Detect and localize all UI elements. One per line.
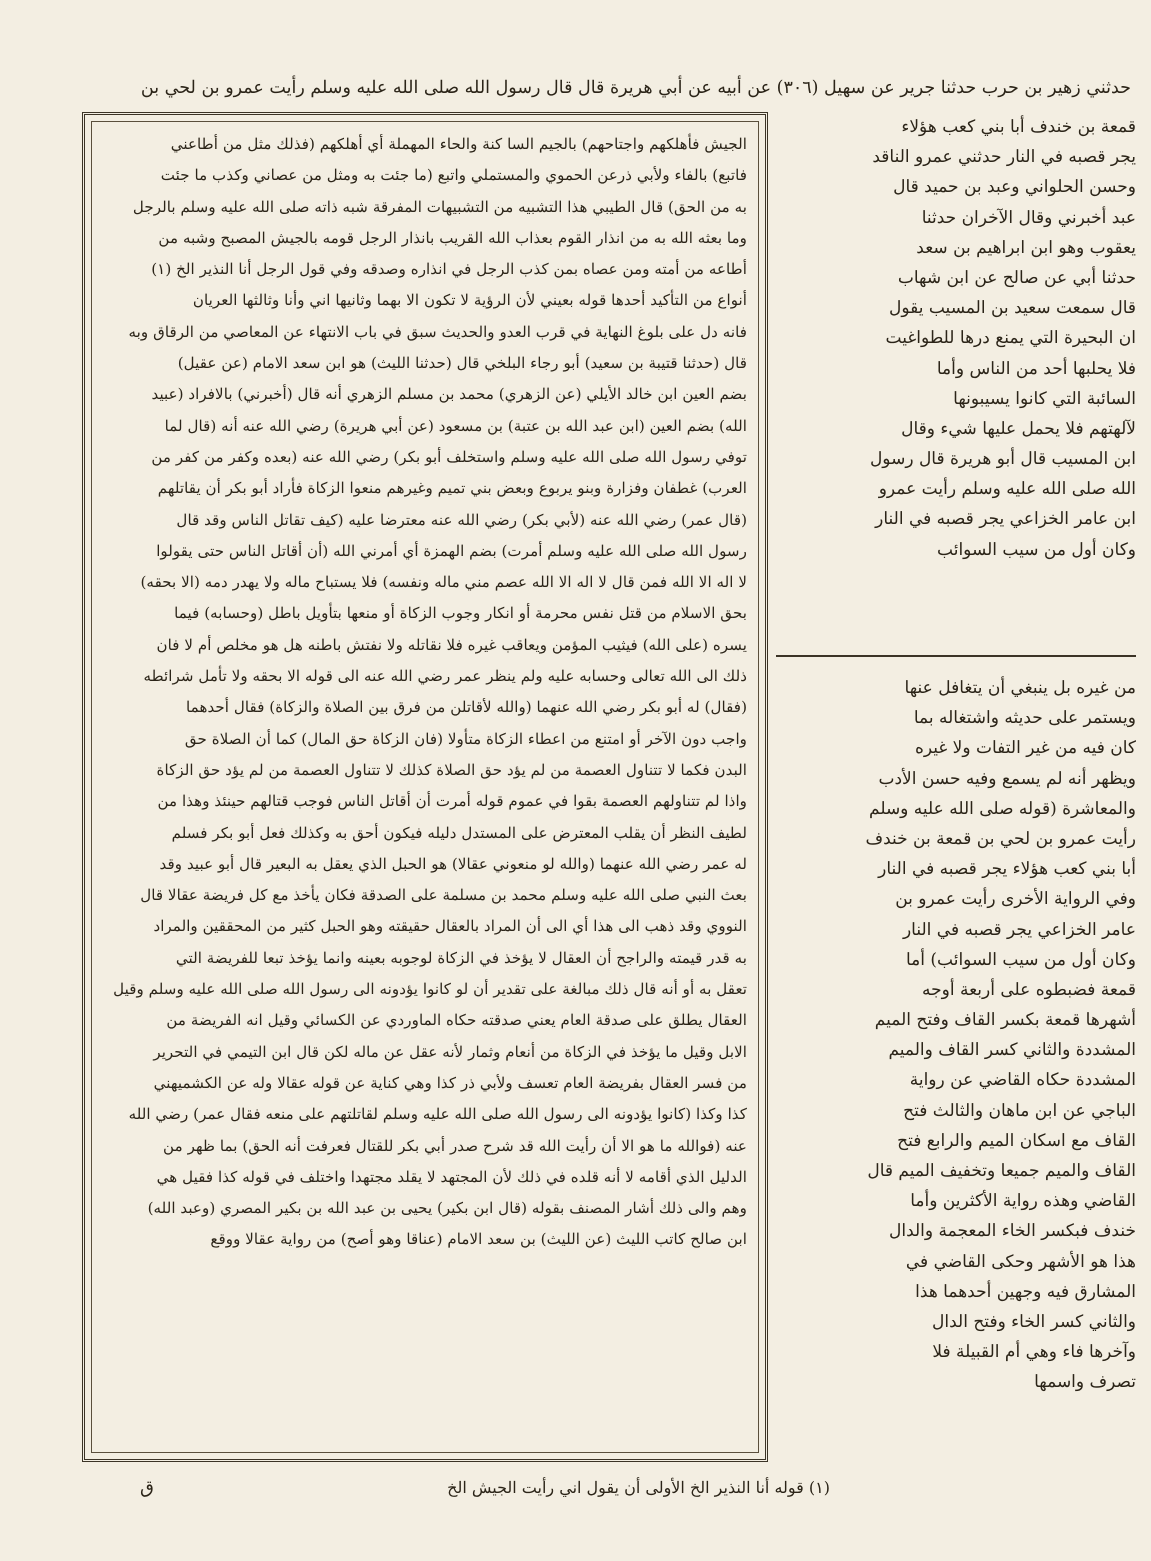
- text-line: الجيش فأهلكهم واجتاحهم) بالجيم السا كنة والحاء المهملة أي أهلكهم (فذلك مثل من أطاعني: [170, 135, 747, 153]
- text-line: وهم والى ذلك أشار المصنف بقوله (قال ابن بكير) يحيى بن عبد الله بن بكير المصري (وعبد الله): [147, 1199, 747, 1218]
- text-line: (قال عمر) رضي الله عنه (لأبي بكر) رضي الله عنه معترضا عليه (كيف تقاتل الناس وقد قال: [176, 510, 747, 529]
- text-line: بضم العين ابن خالد الأيلي (عن الزهري) محمد بن مسلم الزهري أنه قال (أخبرني) بالافراد (عبيد: [151, 385, 747, 404]
- text-line: رسول الله صلى الله عليه وسلم أمرت) بضم الهمزة أي أمرني الله (أن أقاتل الناس حتى يقولوا: [156, 541, 747, 560]
- text-line: وما بعثه الله به من انذار القوم بعذاب الله القريب بانذار الرجل قومه بالجيش المصبح وشبه من: [158, 228, 747, 247]
- text-line: ذلك الى الله تعالى وحسابه عليه ولم ينظر عمر رضي الله عنه الى قوله الا بحقه ولا تأمل شرائطه: [143, 667, 747, 686]
- text-line: لا اله الا الله فمن قال لا اله الا الله عصم مني ماله ونفسه) فلا يستباح ماله ولا يهدر دمه (الا بحقه): [140, 573, 747, 592]
- text-line: ويظهر أنه لم يسمع وفيه حسن الأدب: [878, 768, 1136, 789]
- text-line: الباجي عن ابن ماهان والثالث فتح: [903, 1100, 1136, 1121]
- text-line: والمعاشرة (قوله صلى الله عليه وسلم: [869, 798, 1136, 819]
- text-line: له عمر رضي الله عنهما (والله لو منعوني عقالا) هو الحبل الذي يعقل به البعير قال أبو عبيد وقد: [159, 854, 747, 873]
- nawawi-commentary-column: [776, 673, 1136, 1398]
- text-line: أبا بني كعب هؤلاء يجر قصبه في النار: [878, 859, 1136, 880]
- text-line: وحسن الحلواني وعبد بن حميد قال: [893, 177, 1136, 198]
- text-line: ابن عامر الخزاعي يجر قصبه في النار: [875, 509, 1136, 530]
- text-line: البدن فكما لا تتناول العصمة من لم يؤد حق الصلاة كذلك لا تتناول العصمة من لم يؤد حق الزكاة: [156, 760, 747, 779]
- text-line: المشارق فيه وجهين أحدهما هذا: [915, 1281, 1136, 1302]
- text-line: فانه دل على بلوغ النهاية في قرب العدو والحديث سبق في باب الانتهاء عن المعاصي من الرقاق وبه: [128, 322, 747, 341]
- text-line: يعقوب وهو ابن ابراهيم بن سعد: [916, 237, 1136, 258]
- text-line: توفي رسول الله صلى الله عليه وسلم واستخلف أبو بكر) رضي الله عنه (بعده وكفر من كفر من: [151, 447, 747, 466]
- text-line: فلا يحلبها أحد من الناس وأما: [936, 358, 1136, 379]
- text-line: القاف مع اسكان الميم والرابع فتح: [897, 1130, 1136, 1151]
- text-line: يسره (على الله) فيثيب المؤمن ويعاقب غيره فلا نقاتله ولا نفتش باطنه هل هو مخلص أم لا فان: [156, 635, 747, 654]
- text-line: بعث النبي صلى الله عليه وسلم محمد بن مسلمة على الصدقة فكان يأخذ مع كل فريضة عقالا قال: [140, 886, 747, 905]
- footnote: (١) قوله أنا النذير الخ الأولى أن يقول اني رأيت الجيش الخ: [447, 1478, 830, 1497]
- text-line: عبد أخبرني وقال الآخران حدثنا: [921, 207, 1136, 228]
- text-line: والثاني كسر الخاء وفتح الدال: [932, 1311, 1136, 1332]
- text-line: المشددة حكاه القاضي عن رواية: [909, 1070, 1136, 1091]
- text-line: لطيف النظر أن يقلب المعترض على المستدل دليله فيكون أحق به وكذلك فعل أبو بكر فسلم: [171, 823, 747, 842]
- text-line: خندف فبكسر الخاء المعجمة والدال: [889, 1221, 1136, 1242]
- text-line: القاضي وهذه رواية الأكثرين وأما: [910, 1191, 1136, 1212]
- text-line: بحق الاسلام من قتل نفس محرمة أو انكار وجوب الزكاة أو منعها بتأويل باطل (وحسابه) فيما: [174, 604, 747, 623]
- hadith-header-line: حدثني زهير بن حرب حدثنا جرير عن سهيل (٣٠٦) عن أبيه عن أبي هريرة قال قال رسول الله صلى الله عليه وسلم رأيت عمرو بن لحي بن: [140, 78, 1131, 98]
- column-divider: [776, 655, 1136, 657]
- text-line: أشهرها قمعة بكسر القاف وفتح الميم: [874, 1010, 1136, 1031]
- text-line: تعقل به أو أنه قال ذلك مبالغة على تقدير أن لو كانوا يؤدونه الى رسول الله صلى الله عليه وسلم وقيل: [113, 980, 747, 999]
- text-line: به من الحق) قال الطيبي هذا التشبيه من التشبيهات المفرقة شبه ذاته صلى الله عليه وسلم بالرجل: [132, 197, 747, 216]
- text-line: المشددة والثاني كسر القاف والميم: [888, 1040, 1136, 1061]
- text-line: النووي وقد ذهب الى هذا أي الى أن المراد بالعقال حقيقته وهو الحبل كثير من المحققين والمراد: [153, 917, 747, 936]
- text-line: وكان أول من سيب السوائب) أما: [905, 949, 1136, 970]
- text-line: واجب دون الآخر أو امتنع من اعطاء الزكاة متأولا (فان الزكاة حق المال) كما أن الصلاة حق: [184, 729, 747, 748]
- text-line: (فقال) له أبو بكر رضي الله عنهما (والله لأقاتلن من فرق بين الصلاة والزكاة) فقال أحدهما: [186, 698, 747, 717]
- text-line: قمعة بن خندف أبا بني كعب هؤلاء: [901, 117, 1136, 137]
- text-line: الله) بضم العين (ابن عبد الله بن عتبة) بن مسعود (عن أبي هريرة) رضي الله عنه أنه (قال لما: [164, 416, 747, 435]
- text-line: هذا هو الأشهر وحكى القاضي في: [905, 1251, 1136, 1272]
- text-line: كان فيه من غير التفات ولا غيره: [914, 738, 1136, 759]
- text-line: به قدر قيمته والراجح أن العقال لا يؤخذ في الزكاة لوجوبه بعينه وانما يؤخذ تبعا للفريضة التي: [175, 948, 747, 967]
- text-line: فاتبع) بالفاء ولأبي ذرعن الحموي والمستملي واتبع (ما جئت به ومثل من عصاني وكذب ما جئت: [160, 166, 747, 185]
- text-line: السائبة التي كانوا يسيبونها: [953, 388, 1136, 409]
- text-line: الدليل الذي أقامه لا أنه قلده في ذلك لأن المجتهد لا يقلد مجتهدا واختلف في قوله كذا فقيل هي: [156, 1167, 747, 1186]
- text-line: العرب) غطفان وفزارة وبنو يربوع وبعض بني تميم وغيرهم منعوا الزكاة فأراد أبو بكر أن يقاتلهم: [157, 479, 747, 498]
- text-line: قال (حدثنا قتيبة بن سعيد) أبو رجاء البلخي قال (حدثنا الليث) هو ابن سعد الامام (عن عقيل): [177, 354, 747, 373]
- text-line: تصرف واسمها: [1034, 1372, 1136, 1393]
- text-line: من غيره بل ينبغي أن يتغافل عنها: [904, 678, 1136, 698]
- text-line: وكان أول من سيب السوائب: [937, 539, 1136, 560]
- text-line: الله صلى الله عليه وسلم رأيت عمرو: [878, 479, 1136, 500]
- text-line: قال سمعت سعيد بن المسيب يقول: [889, 298, 1136, 319]
- text-line: من فسر العقال بفريضة العام تعسف ولأبي ذر كذا وهي كناية عن قوله عقالا وله عن الكشميهني: [153, 1073, 747, 1092]
- text-line: قمعة فضبطوه على أربعة أوجه: [922, 979, 1136, 1000]
- commentary-box: [82, 112, 768, 1462]
- text-line: كذا وكذا (كانوا يؤدونه الى رسول الله صلى الله عليه وسلم لقاتلتهم على منعه فقال عمر) رضي الله: [128, 1105, 747, 1124]
- text-line: عامر الخزاعي يجر قصبه في النار: [902, 919, 1136, 940]
- page-marker: ق: [140, 1477, 154, 1498]
- text-line: حدثنا أبي عن صالح عن ابن شهاب: [897, 267, 1136, 288]
- text-line: ويستمر على حديثه واشتغاله بما: [913, 708, 1136, 729]
- text-line: واذا لم تتناولهم العصمة بقوا في عموم قوله أمرت أن أقاتل الناس فوجب قتالهم حينئذ وهذا من: [157, 792, 747, 811]
- text-line: الابل وقيل ما يؤخذ في الزكاة من أنعام وثمار لأنه عقل عن ماله لكن قال ابن التيمي في التحرير: [153, 1042, 747, 1061]
- text-line: أنواع من التأكيد أحدها قوله بعيني لأن الرؤية لا تكون الا بهما وثانيها اني وأنا وثالثها العريان: [192, 291, 747, 310]
- text-line: القاف والميم جميعا وتخفيف الميم قال: [867, 1161, 1136, 1181]
- text-line: وآخرها فاء وهي أم القبيلة فلا: [932, 1342, 1136, 1363]
- text-line: رأيت عمرو بن لحي بن قمعة بن خندف: [865, 828, 1136, 849]
- text-line: لآلهتهم فلا يحمل عليها شيء وقال: [901, 418, 1136, 439]
- text-line: يجر قصبه في النار حدثني عمرو الناقد: [872, 147, 1136, 168]
- text-line: ان البحيرة التي يمنع درها للطواغيت: [885, 328, 1136, 349]
- text-line: وفي الرواية الأخرى رأيت عمرو بن: [895, 889, 1136, 910]
- text-line: عنه (فوالله ما هو الا أن رأيت الله قد شرح صدر أبي بكر للقتال فعرفت أنه الحق) بما ظهر من: [163, 1136, 747, 1155]
- text-line: أطاعه من أمته ومن عصاه بمن كذب الرجل في انذاره وصدقه وفي قول الرجل أنا النذير الخ (١): [151, 260, 747, 279]
- hadith-text-column: [776, 112, 1136, 565]
- text-line: ابن المسيب قال أبو هريرة قال رسول: [869, 449, 1136, 470]
- text-line: العقال يطلق على صدقة العام يعني صدقته حكاه الماوردي عن الكسائي وقيل انه الفريضة من: [166, 1011, 747, 1030]
- text-line: ابن صالح كاتب الليث (عن الليث) بن سعد الامام (عناقا وهو أصح) من رواية عقالا ووقع: [210, 1230, 747, 1249]
